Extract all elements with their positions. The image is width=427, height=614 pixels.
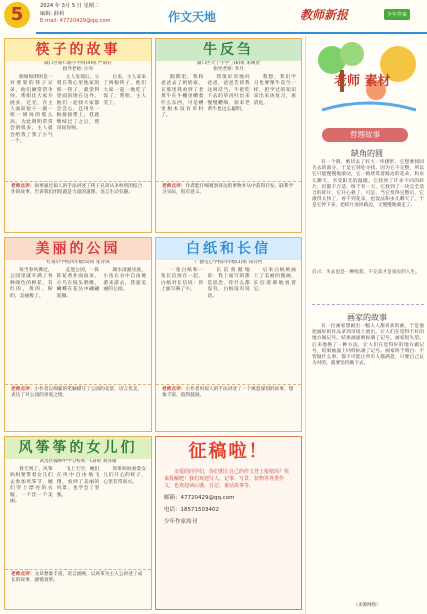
cfp-email-label: 邮箱： [164, 495, 181, 502]
cfp-phone-row [156, 503, 301, 515]
teacher-comment [5, 181, 151, 198]
teacher-comment [5, 384, 151, 401]
article-teacher: 指导老师: 汪岑 [62, 67, 94, 72]
comment-label: 老师点评： [162, 387, 186, 392]
article-title: 风筝筝的女儿们 [5, 437, 151, 459]
article-paper [155, 237, 302, 432]
article-col: 风筝妈妈看着女儿们开心的样子，心里非常高兴。 [103, 467, 147, 485]
article-col: 每当春风拂过，公园里就开满了各种颜色的鲜花，有红的，黄的，粉的，美丽极了。 [10, 268, 53, 299]
cfp-contact: 少年作家周刊 [164, 519, 198, 526]
comment-label: 老师点评： [11, 184, 35, 189]
right-column [305, 36, 427, 614]
story-section-pill: 哲理故事 [322, 128, 408, 142]
article-col: 一张白纸和一张长信放在一起，白纸对长信说：你上面写满了字。 [161, 268, 204, 293]
article-col: 走进公园，一阵阵花香扑面而来，小鸟在枝头唱歌，蝴蝶在花丛中翩翩起舞。 [56, 268, 100, 299]
article-author: 红领巾学校四年级(5)班 张诗琪 [46, 260, 110, 265]
teacher-comment [5, 569, 151, 586]
comment-label: 老师点评： [11, 572, 35, 577]
article-col: 春天到了，风筝妈妈要带着女儿们去参加风筝节，她们穿上漂亮的衣服，一个比一个美丽。 [10, 467, 53, 505]
comment-text: 小作者以细腻的笔触描写了公园的美景，语言优美，表达了对公园的喜爱之情。 [11, 387, 143, 399]
article-col: 长信骄傲地说：我上面写的都是思念，你什么都没有，白纸没有说话。 [207, 268, 250, 299]
cfp-phone: 18571503402 [180, 507, 220, 514]
article-col: 假期里，我和爸爸去了奶奶家，在那里我看到了老黄牛在牛棚里嚼着什么东西，可是槽里根本没有草料了。 [161, 75, 204, 119]
comment-label: 老师点评： [162, 184, 186, 189]
article-title: 白纸和长信 [156, 238, 301, 260]
call-for-papers [155, 436, 302, 610]
article-title: 美丽的公园 [5, 238, 151, 260]
comment-text: 故事通过拟人的手法讲述了筷子兄弟从争吵到团结合作的故事，告诉我们团结就是力量的道理，语言生动有趣。 [11, 184, 143, 196]
brand-tag: 少年作家 [384, 9, 410, 20]
comment-label: 老师点评： [11, 387, 35, 392]
page-header [0, 0, 427, 36]
article-col: 姐姐和明明是一对要架的筷子兄弟，他们俩常常争吵。帮姐比大家开展多，过光，在主人面前抢干一副一姐一姐说的那么高，为此明明常常会情很多，主人就会给我了我了小气一个。 [10, 75, 53, 145]
article-author: 碛口区大宁小学三(6)班 朱晴萱 [196, 61, 261, 66]
article-author: 广德屯心学校四年级(1)班 钱诗哲 [194, 260, 263, 265]
decorative-illustration [312, 40, 424, 120]
cfp-phone-label: 电话： [164, 507, 181, 514]
cfp-email-row [156, 491, 301, 503]
editor-line: 编辑: 薛莉 [40, 10, 65, 17]
story2-title: 画家的故事 [347, 313, 387, 322]
story1-title: 缺角的圆 [351, 149, 383, 158]
article-title: 筷子的故事 [5, 39, 151, 61]
article-col: 湖水清澈见底，小鱼在水中自由地游来游去，我爱美丽的公园。 [103, 268, 147, 293]
cfp-body: 亲爱的同学们，你们想让自己的作文登上报纸吗？快来投稿吧！我们欢迎写人、记事、写景、状物等各类作文，也欢迎读后感、日记、童话故事等。 [164, 469, 290, 489]
email-line: E-mail: 47720429@qq.com [40, 18, 111, 24]
cfp-email: 47720429@qq.com [180, 495, 235, 502]
article-cow [155, 38, 302, 233]
teacher-comment [156, 384, 301, 401]
header-rule [36, 32, 427, 34]
story-separator [312, 304, 424, 305]
page-number: 5 [4, 2, 30, 28]
story1-text: 有一个圆，被切去了好大一块楔形，它想要找回失去的部分，于是它到处寻找。因为它不完整，所以它只能慢慢地滚动，它一路欣赏着路边的花朵，和虫儿聊天，享受阳光的温暖。它找到了许多不同的碎片，但都不合适。终于有一天，它找到了一块完全适合的碎片，它开心极了。可是，当它变得完整后，它滚得太快了，看不到花朵，也没法和虫儿聊天了。于是它停下来，把碎片放回路边，又慢慢地滚走了。 [312, 160, 424, 209]
photo-credit: （来源网络） [353, 603, 381, 608]
section-title: 作文天地 [167, 10, 216, 24]
date-line: 2024 年 3月 5 日 星期二 [40, 3, 100, 9]
article-chopsticks [4, 38, 152, 233]
article-author: 碛口区新仁路小学四(4)班 严雨轩 [44, 61, 112, 66]
comment-text: 小作者用拟人的手法讲述了一个寓意深刻的故事，想象丰富，值得鼓励。 [162, 387, 294, 399]
article-author: 武昌区翰林中学分校初一(3)班 刘泽瑜 [39, 459, 117, 464]
cfp-title: 征稿啦！ [188, 441, 269, 462]
article-col: 飞上天空，她们在风中自由地飞翔，看到了美丽的风景，也学会了坚强。 [56, 467, 100, 498]
story1-moral: 启示：失去也是一种收获，不完美才是真实的人生。 [312, 270, 420, 275]
brand-logo: 教师新报 [300, 8, 349, 22]
article-teacher: 指导老师: 李月 [213, 67, 244, 72]
article-park [4, 237, 152, 432]
article-col: 我很好奇地问爸爸，爸爸告诉我这叫反刍，牛把吃下去的草再吐出来慢慢嚼细，原来老黄牛也这么聪明。 [207, 75, 250, 113]
article-kite [4, 436, 152, 610]
article-col: 主人发现后，立刻在我心里他家的那一筷子，就觉得里面的情在这外，他们一起找大家都会会心，还用另一根接接帮上，我就继续过了之后，帮哥说你啦。 [56, 75, 100, 132]
comment-text: 作者能仔细观察身边的事物并从中获得启发，联系学习实际，很有意义。 [162, 184, 294, 196]
article-col: 我想，我们学习也要像牛反刍一样，把学过的知识拿出来再复习，再消化。 [253, 75, 296, 106]
header-info [40, 3, 111, 26]
comment-text: 文章想象丰富，语言流畅，以风筝为主人公讲述了成长的故事，感情真挚。 [11, 572, 143, 584]
teacher-comment [156, 181, 301, 198]
article-title: 牛反刍 [156, 39, 301, 61]
deco-text: 老师 素材 [334, 74, 391, 89]
article-col: 后来白纸被画上了美丽的图画，长信羡慕地看着它。 [253, 268, 296, 293]
article-col: 后来，主人拿来了两根筷子，他们大家一起一地吃了饭了，帮姐，主人笑了。 [103, 75, 147, 106]
story2-text: 有一位画家想画出一幅人人都喜欢的画，于是他把画好的作品拿到市场上展出，让人们在觉得不好的地方做记号。结果画面被标满了记号。画家很失望。后来他换了一种方法，让人们在觉得好的地方做记号，结果画面上同样标满了记号。画家终于明白：不管做什么事，都不可能让所有人都满意，只要自己认为对的，就要坚持做下去。 [312, 324, 424, 367]
